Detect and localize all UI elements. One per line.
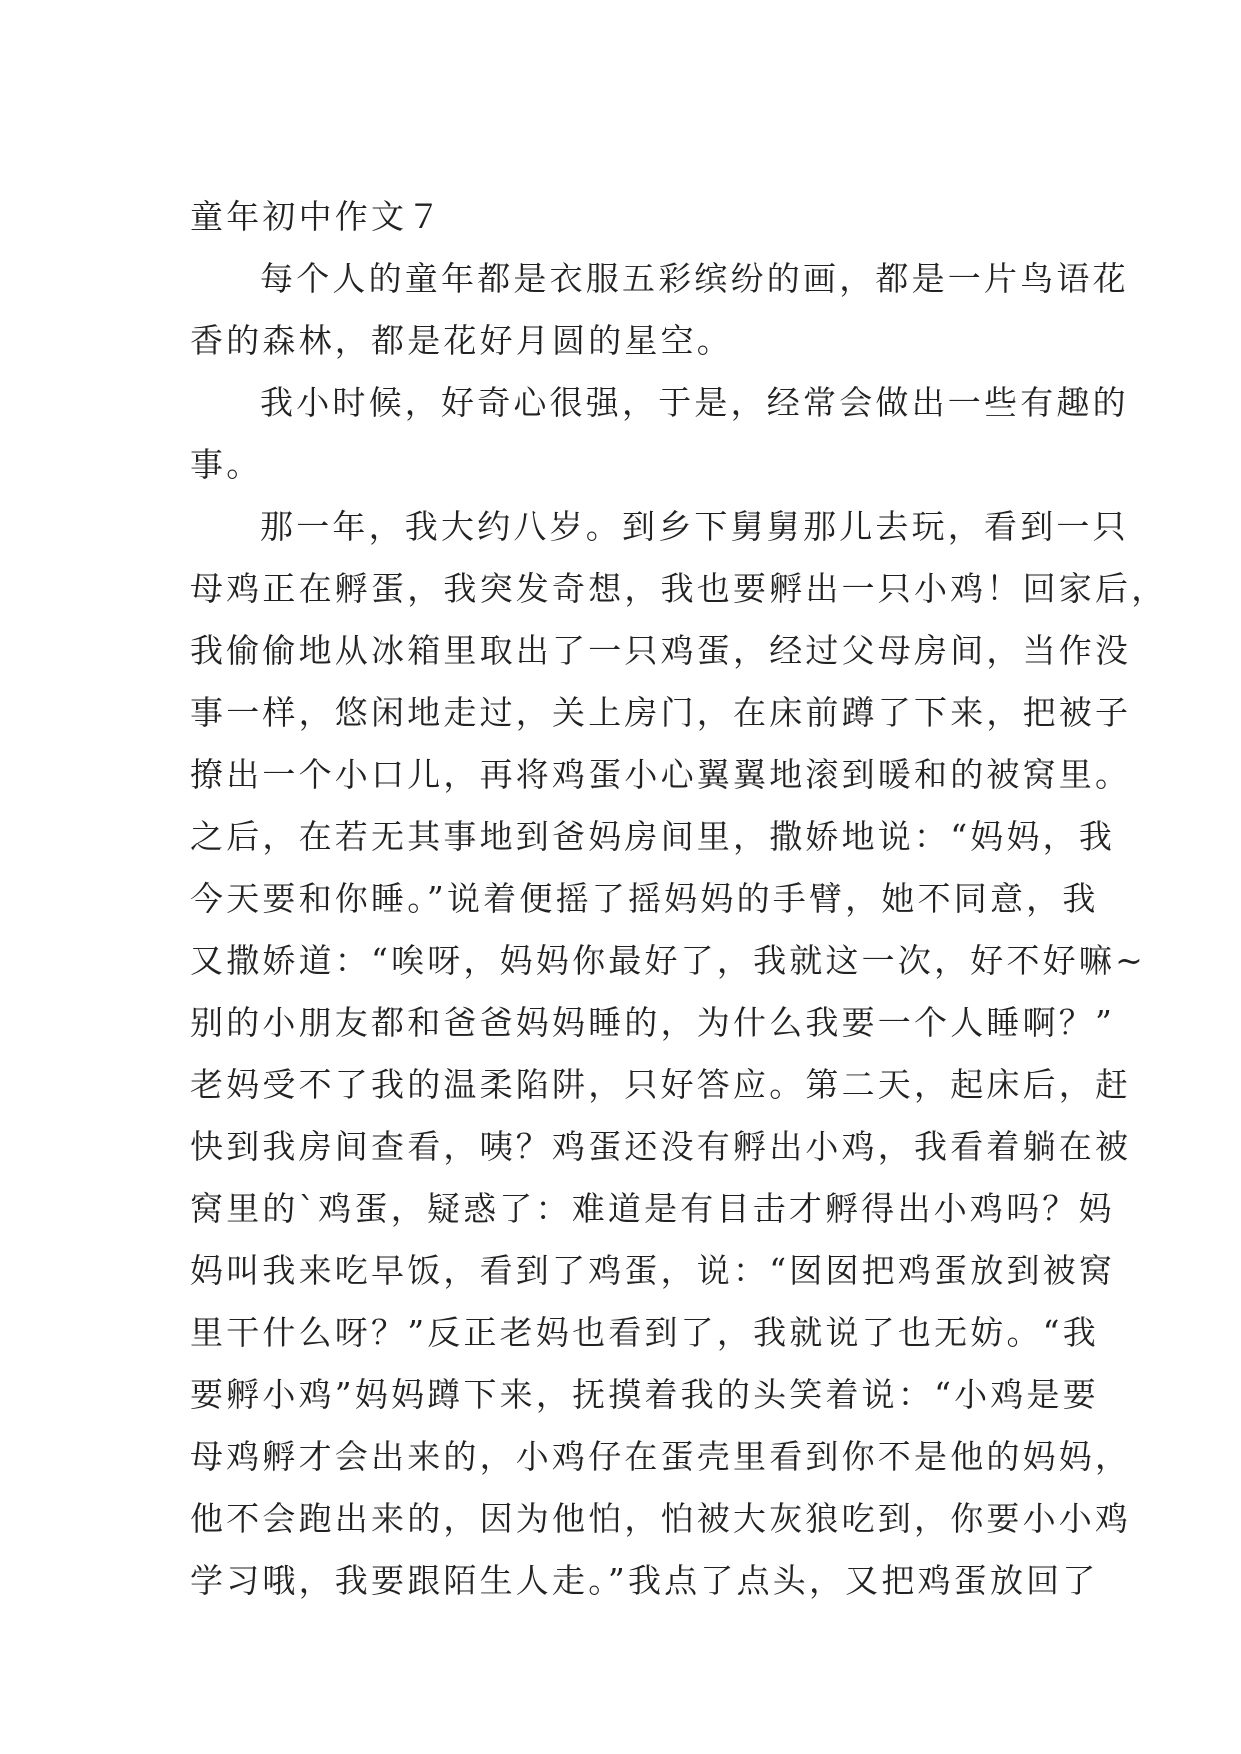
paragraph-3-line-17: 他不会跑出来的，因为他怕，怕被大灰狼吃到，你要小小鸡 [190, 1499, 1132, 1538]
paragraph-3-line-18: 学习哦，我要跟陌生人走。”我点了点头，又把鸡蛋放回了 [190, 1561, 1099, 1600]
essay-title: 童年初中作文７ [190, 197, 444, 236]
paragraph-3-line-15: 要孵小鸡”妈妈蹲下来，抚摸着我的头笑着说：“小鸡是要 [190, 1375, 1099, 1414]
paragraph-3-line-16: 母鸡孵才会出来的，小鸡仔在蛋壳里看到你不是他的妈妈， [190, 1437, 1132, 1476]
paragraph-3-line-6: 之后，在若无其事地到爸妈房间里，撒娇地说：“妈妈，我 [190, 817, 1116, 856]
paragraph-3-line-7: 今天要和你睡。”说着便摇了摇妈妈的手臂，她不同意，我 [190, 879, 1099, 918]
paragraph-3-line-14: 里干什么呀？”反正老妈也看到了，我就说了也无妨。“我 [190, 1313, 1099, 1352]
paragraph-2-line-1: 我小时候，好奇心很强，于是，经常会做出一些有趣的 [260, 383, 1129, 422]
paragraph-1-line-1: 每个人的童年都是衣服五彩缤纷的画，都是一片鸟语花 [260, 259, 1129, 298]
paragraph-3-line-9: 别的小朋友都和爸爸妈妈睡的，为什么我要一个人睡啊？” [190, 1003, 1116, 1042]
paragraph-3-line-10: 老妈受不了我的温柔陷阱，只好答应。第二天，起床后，赶 [190, 1065, 1132, 1104]
paragraph-3-line-8: 又撒娇道：“唉呀，妈妈你最好了，我就这一次，好不好嘛~ [190, 941, 1146, 980]
paragraph-3-line-13: 妈叫我来吃早饭，看到了鸡蛋，说：“囡囡把鸡蛋放到被窝 [190, 1251, 1116, 1290]
paragraph-3-line-11: 快到我房间查看，咦？鸡蛋还没有孵出小鸡，我看着躺在被 [190, 1127, 1132, 1166]
paragraph-3-line-12: 窝里的`鸡蛋，疑惑了：难道是有目击才孵得出小鸡吗？妈 [190, 1189, 1115, 1228]
paragraph-1-line-2: 香的森林，都是花好月圆的星空。 [190, 321, 733, 360]
paragraph-2-line-2: 事。 [190, 445, 263, 484]
paragraph-3-line-5: 撩出一个小口儿，再将鸡蛋小心翼翼地滚到暖和的被窝里。 [190, 755, 1132, 794]
paragraph-3-line-2: 母鸡正在孵蛋，我突发奇想，我也要孵出一只小鸡！回家后， [190, 569, 1168, 608]
essay-text [190, 186, 1168, 1612]
paragraph-3-line-4: 事一样，悠闲地走过，关上房门，在床前蹲了下来，把被子 [190, 693, 1132, 732]
paragraph-3-line-3: 我偷偷地从冰箱里取出了一只鸡蛋，经过父母房间，当作没 [190, 631, 1132, 670]
paragraph-3-line-1: 那一年，我大约八岁。到乡下舅舅那儿去玩，看到一只 [260, 507, 1129, 546]
